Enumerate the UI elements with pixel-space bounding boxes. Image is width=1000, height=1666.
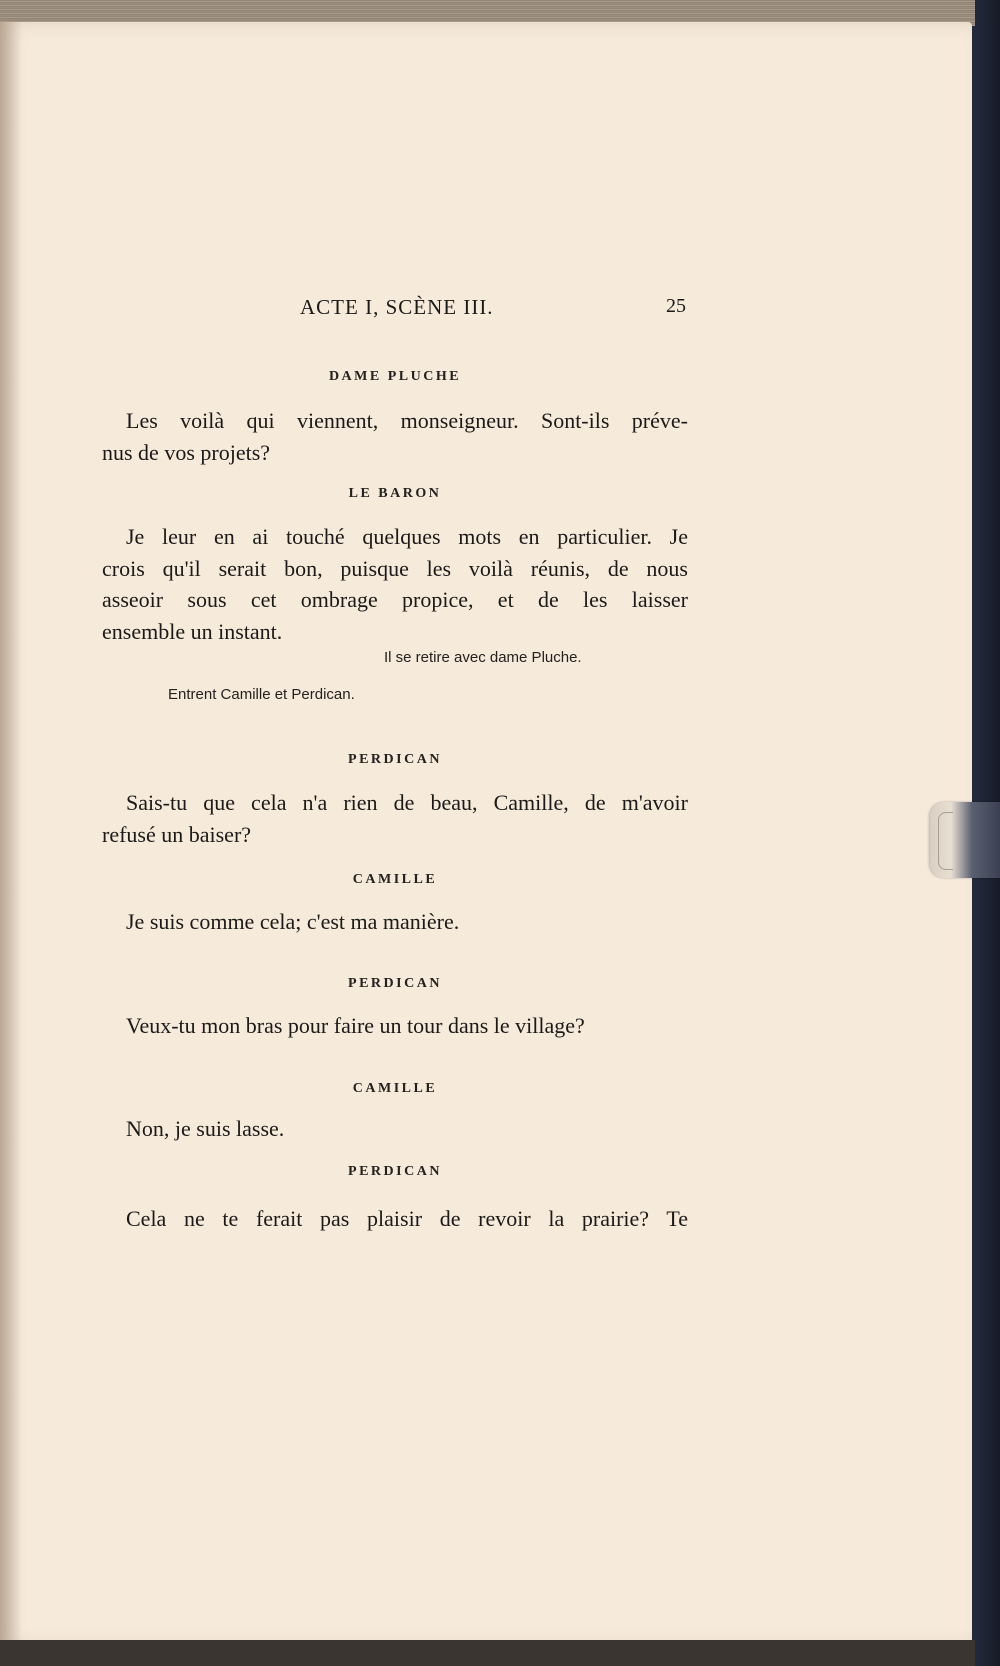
speaker-name: PERDICAN <box>348 976 442 991</box>
page-gutter-shadow <box>0 22 22 1646</box>
speech-line: Les voilà qui viennent, monseigneur. Sont-ils préve- <box>126 408 688 433</box>
speaker-name: LE BARON <box>348 486 442 501</box>
speech-line: Cela ne te ferait pas plaisir de revoir la prairie? Te <box>126 1206 688 1231</box>
speech <box>102 1113 688 1145</box>
speech <box>102 787 688 850</box>
speech-line: asseoir sous cet ombrage propice, et de les laisser <box>102 587 688 612</box>
page-clip-curve <box>938 812 953 870</box>
speech <box>102 521 688 647</box>
running-title: ACTE I, SCÈNE III. <box>300 295 494 319</box>
speech-line: Veux-tu mon bras pour faire un tour dans le village? <box>126 1013 585 1038</box>
speech-line: Non, je suis lasse. <box>126 1116 285 1141</box>
speaker-name: PERDICAN <box>348 1164 442 1179</box>
page-clip <box>930 802 1000 878</box>
page-edges-bottom <box>0 1640 975 1666</box>
stage-direction: Entrent Camille et Perdican. <box>168 686 355 703</box>
speech <box>102 1203 688 1235</box>
speech <box>102 1010 688 1042</box>
speech <box>102 405 688 468</box>
speech-line: nus de vos projets? <box>102 439 271 465</box>
speech-line: crois qu'il serait bon, puisque les voilà réunis, de nous <box>102 555 688 581</box>
speech <box>102 906 688 938</box>
page-number: 25 <box>666 295 686 317</box>
speaker-name: DAME PLUCHE <box>328 369 462 384</box>
speech-line: Je suis comme cela; c'est ma manière. <box>126 909 460 934</box>
speech-line: Sais-tu que cela n'a rien de beau, Camille, de m'avoir <box>126 790 688 815</box>
speech-line: ensemble un instant. <box>102 618 283 644</box>
speaker-name: CAMILLE <box>352 872 438 887</box>
speech-line: Je leur en ai touché quelques mots en particulier. Je <box>126 524 688 549</box>
speaker-name: CAMILLE <box>352 1081 438 1096</box>
speech-line: refusé un baiser? <box>102 821 252 847</box>
stage-direction: Il se retire avec dame Pluche. <box>384 649 582 666</box>
running-head <box>0 295 686 325</box>
speaker-name: PERDICAN <box>348 752 442 767</box>
